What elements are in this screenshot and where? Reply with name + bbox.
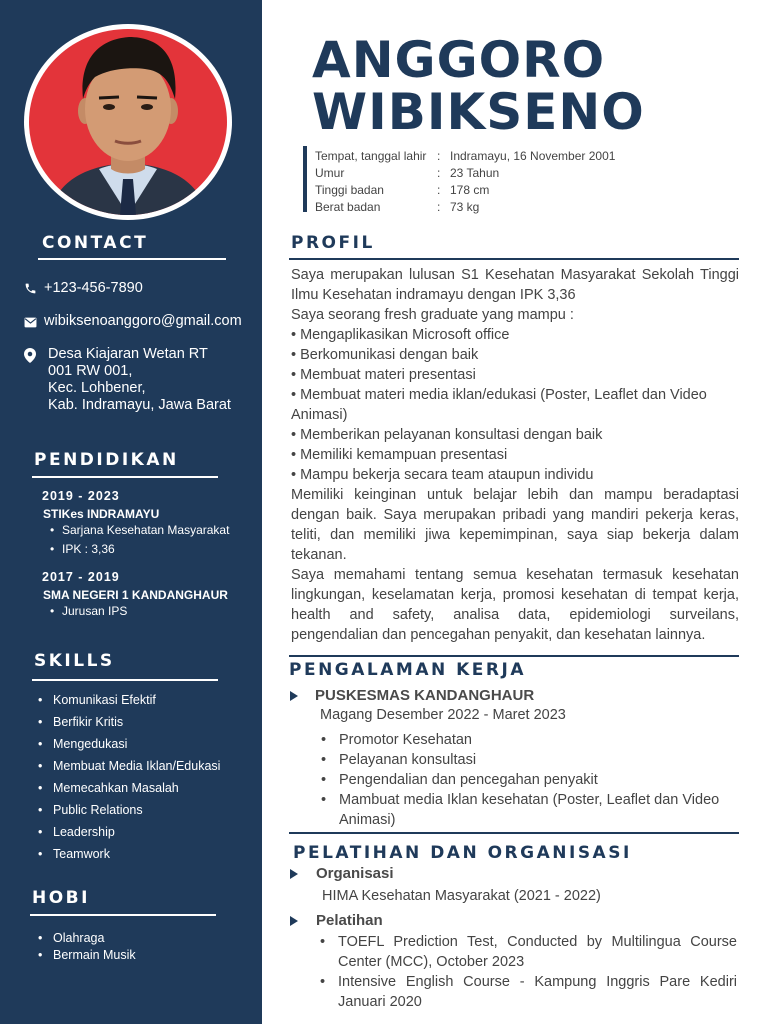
hobby-divider bbox=[30, 914, 216, 916]
info-colon: : bbox=[437, 200, 441, 214]
ability-item: • Memiliki kemampuan presentasi bbox=[291, 447, 508, 463]
education-details bbox=[42, 521, 229, 559]
organization-label: Organisasi bbox=[316, 865, 394, 882]
job-period: Magang Desember 2022 - Maret 2023 bbox=[320, 707, 566, 723]
ability-item: • Membuat materi presentasi bbox=[291, 367, 476, 383]
hobby-item: • Bermain Musik bbox=[38, 947, 136, 964]
skills-divider bbox=[32, 679, 218, 681]
location-pin-icon bbox=[24, 346, 48, 363]
skill-item: • Teamwork bbox=[38, 843, 220, 865]
info-value: Indramayu, 16 November 2001 bbox=[450, 149, 616, 163]
sidebar bbox=[0, 0, 262, 1024]
ability-item: • Mampu bekerja secara team ataupun individu bbox=[291, 467, 594, 483]
info-row bbox=[315, 165, 615, 182]
education-years: 2017 - 2019 bbox=[42, 570, 120, 584]
phone-icon bbox=[24, 280, 44, 295]
hobby-item: • Olahraga bbox=[38, 930, 136, 947]
profile-divider bbox=[289, 258, 739, 260]
personal-info bbox=[315, 148, 615, 216]
hobby-list bbox=[38, 930, 136, 964]
education-detail: • IPK : 3,36 bbox=[50, 540, 229, 559]
info-row bbox=[315, 148, 615, 165]
info-label: Berat badan bbox=[315, 200, 381, 214]
job-place: PUSKESMAS KANDANGHAUR bbox=[315, 687, 535, 704]
info-value: 178 cm bbox=[450, 183, 490, 197]
training-row bbox=[290, 912, 383, 929]
ability-item: • Membuat materi media iklan/edukasi (Poster, Leaflet dan Video Animasi) bbox=[291, 387, 707, 423]
education-detail: • Sarjana Kesehatan Masyarakat bbox=[50, 521, 229, 540]
skill-item: • Public Relations bbox=[38, 799, 220, 821]
info-value: 73 kg bbox=[450, 200, 480, 214]
hobby-heading: HOBI bbox=[32, 888, 90, 908]
job-task-item: • Pengendalian dan pencegahan penyakit bbox=[321, 770, 741, 790]
triangle-bullet-icon bbox=[290, 869, 298, 879]
training-item: • Intensive English Course - Kampung Inggris Pare Kediri Januari 2020 bbox=[320, 972, 737, 1012]
job-tasks bbox=[321, 730, 741, 830]
contact-phone bbox=[24, 280, 143, 296]
job-task-item: • Pelayanan konsultasi bbox=[321, 750, 741, 770]
profile-photo bbox=[24, 24, 232, 220]
ability-item: • Memberikan pelayanan konsultasi dengan baik bbox=[291, 427, 603, 443]
education-detail: • Jurusan IPS bbox=[50, 602, 228, 621]
profile-intro-line: Saya seorang fresh graduate yang mampu : bbox=[291, 307, 574, 323]
education-years: 2019 - 2023 bbox=[42, 489, 120, 503]
profile-intro-line: Saya merupakan lulusan S1 Kesehatan Masyarakat Sekolah Tinggi bbox=[291, 267, 739, 283]
experience-heading: PENGALAMAN KERJA bbox=[289, 660, 526, 680]
info-value: 23 Tahun bbox=[450, 166, 500, 180]
info-label: Umur bbox=[315, 166, 345, 180]
education-school: STIKes INDRAMAYU bbox=[43, 507, 160, 521]
info-colon: : bbox=[437, 183, 441, 197]
training-label: Pelatihan bbox=[316, 912, 383, 929]
ability-item: • Mengaplikasikan Microsoft office bbox=[291, 327, 510, 343]
training-item: • TOEFL Prediction Test, Conducted by Multilingua Course Center (MCC), October 2023 bbox=[320, 932, 737, 972]
email-address[interactable]: wibiksenoanggoro@gmail.com bbox=[44, 313, 242, 329]
skills-list bbox=[38, 689, 220, 865]
job-task-item: • Mambuat media Iklan kesehatan (Poster, Leaflet dan Video Animasi) bbox=[321, 790, 741, 830]
info-colon: : bbox=[437, 166, 441, 180]
address-line: 001 RW 001, bbox=[48, 363, 133, 379]
triangle-bullet-icon bbox=[290, 691, 298, 701]
last-name: WIBIKSENO bbox=[312, 83, 645, 141]
contact-address bbox=[24, 346, 231, 414]
job-title-row bbox=[290, 687, 534, 704]
profile-heading: PROFIL bbox=[291, 233, 375, 253]
education-divider bbox=[32, 476, 218, 478]
info-label: Tempat, tanggal lahir bbox=[315, 149, 427, 163]
info-label: Tinggi badan bbox=[315, 183, 384, 197]
ability-item: • Berkomunikasi dengan baik bbox=[291, 347, 479, 363]
contact-email bbox=[24, 313, 242, 329]
skill-item: • Mengedukasi bbox=[38, 733, 220, 755]
education-heading: PENDIDIKAN bbox=[34, 450, 179, 470]
training-list bbox=[320, 932, 737, 1012]
profile-intro-line: Ilmu Kesehatan indramayu dengan IPK 3,36 bbox=[291, 287, 576, 303]
avatar bbox=[29, 29, 227, 215]
profile-text bbox=[291, 265, 739, 645]
experience-top-divider bbox=[289, 655, 739, 657]
skill-item: • Membuat Media Iklan/Edukasi bbox=[38, 755, 220, 777]
skills-heading: SKILLS bbox=[34, 651, 115, 671]
contact-divider bbox=[38, 258, 226, 260]
experience-bottom-divider bbox=[289, 832, 739, 834]
phone-number[interactable]: +123-456-7890 bbox=[44, 280, 143, 296]
person-name bbox=[312, 31, 645, 141]
address-line: Desa Kiajaran Wetan RT bbox=[48, 346, 208, 362]
job-task-item: • Promotor Kesehatan bbox=[321, 730, 741, 750]
info-accent-bar bbox=[303, 146, 307, 212]
organization-row bbox=[290, 865, 394, 882]
info-colon: : bbox=[437, 149, 441, 163]
profile-paragraph: Memiliki keinginan untuk belajar lebih dan mampu beradaptasi dengan baik. Saya merupakan pribadi yang mandiri pekerja keras, teliti, dan memiliki jiwa kepemimpinan, saya siap bekerja dalam tekanan. bbox=[291, 487, 739, 563]
email-icon bbox=[24, 313, 44, 328]
first-name: ANGGORO bbox=[312, 31, 606, 89]
skill-item: • Memecahkan Masalah bbox=[38, 777, 220, 799]
education-details bbox=[42, 602, 228, 621]
organization-item: HIMA Kesehatan Masyarakat (2021 - 2022) bbox=[322, 888, 601, 904]
person-portrait-icon bbox=[29, 29, 227, 215]
info-row bbox=[315, 182, 615, 199]
skill-item: • Berfikir Kritis bbox=[38, 711, 220, 733]
skill-item: • Komunikasi Efektif bbox=[38, 689, 220, 711]
contact-heading: CONTACT bbox=[42, 233, 149, 253]
skill-item: • Leadership bbox=[38, 821, 220, 843]
profile-paragraph: Saya memahami tentang semua kesehatan termasuk kesehatan lingkungan, keselamatan kerja, promosi kesehatan di tempat kerja, health and safety, analisa data, epidemiologi surveilans, pengendalian dan pencegahan penyakit, dan kesehatan lainnya. bbox=[291, 567, 739, 643]
education-item bbox=[42, 489, 229, 559]
address-line: Kab. Indramayu, Jawa Barat bbox=[48, 397, 231, 413]
training-heading: PELATIHAN DAN ORGANISASI bbox=[293, 843, 632, 863]
triangle-bullet-icon bbox=[290, 916, 298, 926]
info-row bbox=[315, 199, 615, 216]
education-school: SMA NEGERI 1 KANDANGHAUR bbox=[43, 588, 228, 602]
address-line: Kec. Lohbener, bbox=[48, 380, 146, 396]
education-item bbox=[42, 570, 228, 621]
address-text bbox=[48, 346, 231, 414]
